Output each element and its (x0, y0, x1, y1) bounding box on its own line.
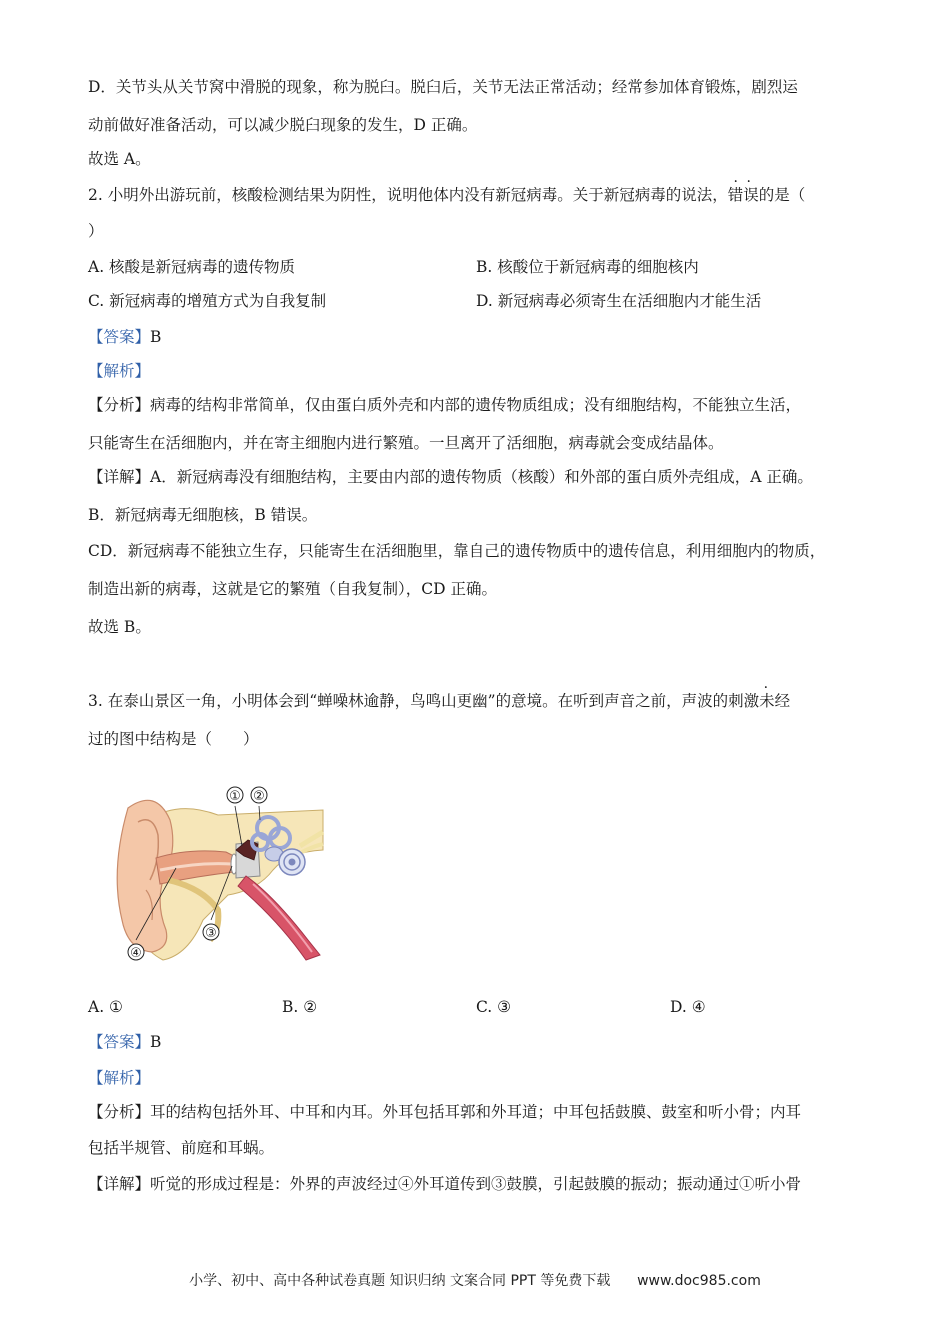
q2-xiangjie-tag: 【详解】 (88, 468, 151, 486)
q3-option-a: A. ① (88, 998, 123, 1016)
q2-analysis-tag: 【解析】 (88, 362, 151, 380)
q3-answer (88, 1031, 161, 1053)
q2-fenxi-1 (88, 394, 801, 416)
q2-choice: 故选 B。 (88, 618, 151, 636)
q3-answer-tag: 【答案】 (88, 1033, 151, 1051)
q3-option-c: C. ③ (476, 998, 512, 1016)
q3-stem-2: 过的图中结构是（ ） (88, 730, 259, 748)
ear-structure-diagram (108, 780, 328, 965)
q2-fenxi-2: 只能寄生在活细胞内，并在寄主细胞内进行繁殖。一旦离开了活细胞，病毒就会变成结晶体。 (88, 434, 724, 452)
q3-fenxi-1 (88, 1101, 801, 1123)
prev-d-line-2: 动前做好准备活动，可以减少脱臼现象的发生，D 正确。 (88, 116, 478, 134)
q2-xiangjie-1 (88, 466, 813, 488)
q2-option-b: B. 核酸位于新冠病毒的细胞核内 (476, 258, 699, 276)
q2-line-cd-2: 制造出新的病毒，这就是它的繁殖（自我复制），CD 正确。 (88, 580, 497, 598)
q2-line-cd-1: CD．新冠病毒不能独立生存，只能寄生在活细胞里，靠自己的遗传物质中的遗传信息，利用细胞内的物质， (88, 542, 826, 560)
q2-fenxi-tag: 【分析】 (88, 396, 151, 414)
q3-fenxi-tag: 【分析】 (88, 1103, 151, 1121)
q2-stem (88, 184, 805, 206)
q3-fenxi-2: 包括半规管、前庭和耳蜗。 (88, 1139, 275, 1157)
q3-answer-value: B (150, 1033, 162, 1051)
figure-label-3: ③ (205, 926, 217, 941)
footer-url[interactable]: www.doc985.com (637, 1273, 761, 1289)
q3-analysis-tag: 【解析】 (88, 1069, 151, 1087)
q2-answer (88, 326, 161, 348)
q2-answer-value: B (150, 328, 162, 346)
q3-stem (88, 690, 790, 712)
q3-option-d: D. ④ (670, 998, 706, 1016)
q2-xiangjie-text-1: A．新冠病毒没有细胞结构，主要由内部的遗传物质（核酸）和外部的蛋白质外壳组成，A 正确。 (150, 468, 813, 486)
prev-choice: 故选 A。 (88, 150, 151, 168)
footer-text: 小学、初中、高中各种试卷真题 知识归纳 文案合同 PPT 等免费下载 (189, 1273, 611, 1289)
q3-stem-emphasis: 未 (759, 692, 775, 710)
q2-fenxi-text-1: 病毒的结构非常简单，仅由蛋白质外壳和内部的遗传物质组成；没有细胞结构，不能独立生活， (150, 396, 802, 414)
q2-stem-b: 的是（ (758, 186, 806, 204)
q2-stem-a: 2. 小明外出游玩前，核酸检测结果为阴性，说明他体内没有新冠病毒。关于新冠病毒的说法， (88, 186, 728, 204)
figure-label-1: ① (229, 789, 241, 804)
q2-option-c: C. 新冠病毒的增殖方式为自我复制 (88, 292, 327, 310)
q2-option-d: D. 新冠病毒必须寄生在活细胞内才能生活 (476, 292, 762, 310)
figure-label-4: ④ (130, 946, 142, 961)
prev-d-line-1: D．关节头从关节窝中滑脱的现象，称为脱臼。脱臼后，关节无法正常活动；经常参加体育锻炼，剧烈运 (88, 78, 798, 96)
figure-label-2: ② (253, 789, 265, 804)
q3-fenxi-text-1: 耳的结构包括外耳、中耳和内耳。外耳包括耳郭和外耳道；中耳包括鼓膜、鼓室和听小骨；内耳 (150, 1103, 802, 1121)
q3-stem-b: 经 (774, 692, 791, 710)
q3-xiangjie-1 (88, 1173, 801, 1195)
page-footer (0, 1270, 950, 1290)
q2-stem-emphasis: · · 错误 (728, 184, 759, 206)
q2-option-a: A. 核酸是新冠病毒的遗传物质 (88, 258, 296, 276)
q3-option-b: B. ② (282, 998, 318, 1016)
q3-xiangjie-text-1: 听觉的形成过程是：外界的声波经过④外耳道传到③鼓膜，引起鼓膜的振动；振动通过①听小骨 (150, 1175, 802, 1193)
q3-xiangjie-tag: 【详解】 (88, 1175, 151, 1193)
q2-line-b: B．新冠病毒无细胞核，B 错误。 (88, 506, 318, 524)
q2-answer-tag: 【答案】 (88, 328, 151, 346)
q2-stem-end: ） (88, 222, 104, 240)
q3-stem-a: 3. 在泰山景区一角，小明体会到“蝉噪林逾静，鸟鸣山更幽”的意境。在听到声音之前，声波的刺激 (88, 692, 760, 710)
